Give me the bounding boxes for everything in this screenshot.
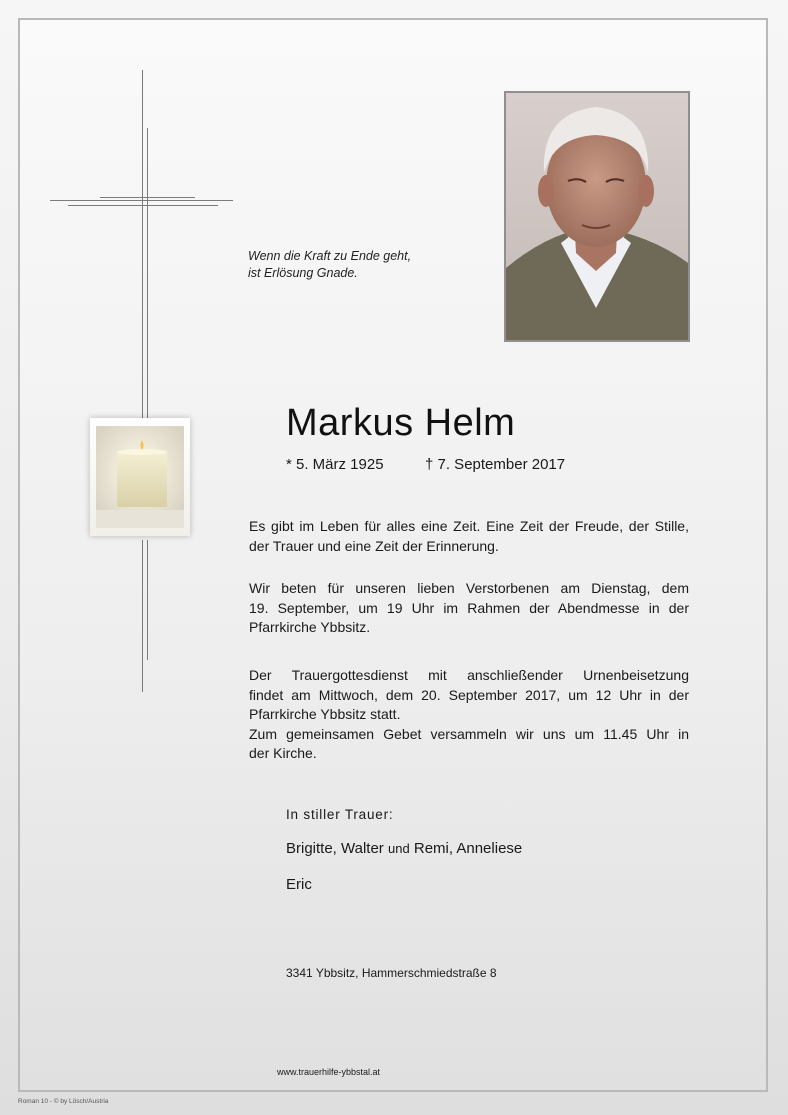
text-line: Pfarrkirche Ybbsitz.: [249, 619, 371, 635]
text-line: Es gibt im Leben für alles eine Zeit. Eine Zeit der Freude, der Stille,: [249, 518, 689, 534]
paragraph-intro: [249, 517, 689, 556]
paragraph-evening-mass: [249, 579, 689, 638]
deceased-name: Markus Helm: [286, 402, 516, 444]
footer-credit: Roman 10 - © by Lösch/Austria: [18, 1098, 109, 1105]
text-line: Zum gemeinsamen Gebet versammeln wir uns um 11.45 Uhr in: [249, 725, 689, 742]
conjunction: und: [387, 841, 410, 856]
text-line: Der Trauergottesdienst mit anschließender Urnenbeisetzung: [249, 667, 689, 683]
text-line: Wir beten für unseren lieben Verstorbenen am Dienstag, dem: [249, 580, 689, 596]
portrait-photo: [504, 91, 690, 342]
mourner-name: Eric: [286, 876, 312, 893]
text-line: Pfarrkirche Ybbsitz statt.: [249, 706, 401, 722]
death-date: † 7. September 2017: [425, 456, 566, 473]
quote-line: ist Erlösung Gnade.: [248, 266, 358, 280]
website-link[interactable]: www.trauerhilfe-ybbstal.at: [277, 1067, 381, 1077]
quote-line: Wenn die Kraft zu Ende geht,: [248, 249, 412, 263]
mourner-names: Remi, Anneliese: [413, 840, 523, 857]
mourner-names: Brigitte, Walter: [286, 840, 384, 857]
address: 3341 Ybbsitz, Hammerschmiedstraße 8: [286, 966, 497, 980]
paragraph-funeral-service: [249, 666, 689, 764]
birth-date: * 5. März 1925: [286, 456, 384, 473]
text-line: 19. September, um 19 Uhr im Rahmen der Abendmesse in der: [249, 599, 689, 616]
candle-image: [90, 418, 190, 536]
text-line: der Trauer und eine Zeit der Erinnerung.: [249, 537, 499, 554]
text-line: der Kirche.: [249, 745, 317, 761]
mourning-title: In stiller Trauer:: [286, 807, 394, 822]
mourners-line: [286, 840, 522, 857]
text-line: findet am Mittwoch, dem 20. September 2017, um 12 Uhr in der: [249, 686, 689, 703]
quote: [248, 248, 478, 282]
